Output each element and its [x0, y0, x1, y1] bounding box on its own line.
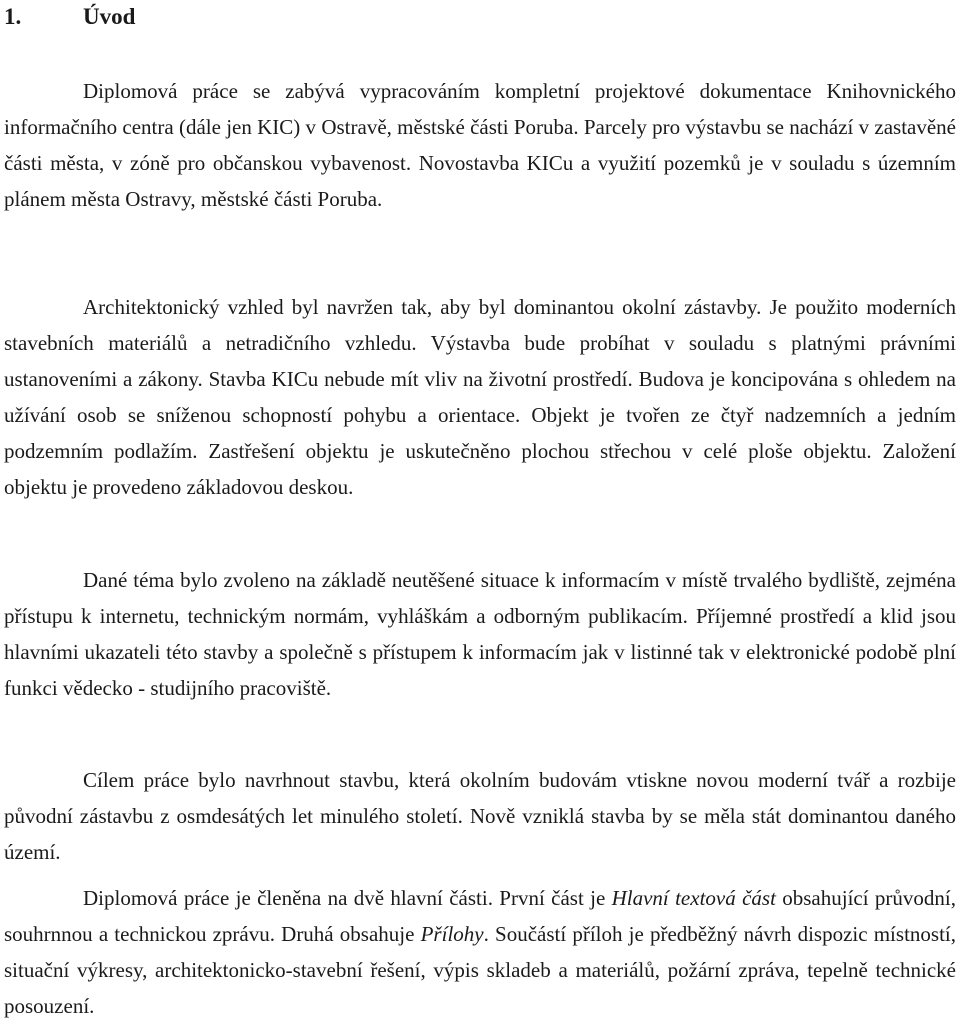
structure-italic-appendices: Přílohy	[420, 922, 484, 946]
structure-italic-main-part: Hlavní textová část	[611, 886, 776, 910]
paragraph-introduction: Diplomová práce se zabývá vypracováním kompletní projektové dokumentace Knihovnického informačního centra (dále jen KIC) v Ostravě, městské části Poruba. Parcely pro výstavbu se nachází v zastavěné části města, v zóně pro občanskou vybavenost. Novostavba KICu a využití pozemků je v souladu s územním plánem města Ostravy, městské části Poruba.	[4, 79, 956, 211]
paragraph-structure	[4, 880, 956, 1024]
paragraph-goal: Cílem práce bylo navrhnout stavbu, která okolním budovám vtiskne novou moderní tvář a rozbije původní zástavbu z osmdesátých let minulého století. Nově vzniklá stavba by se měla stát dominantou daného území.	[4, 768, 956, 864]
structure-text-2: obsahující průvodní, souhrnnou a technickou zprávu. Druhá obsahuje	[4, 886, 956, 946]
section-title: Úvod	[83, 4, 136, 29]
structure-text-1: Diplomová práce je členěna na dvě hlavní části. První část je	[83, 886, 612, 910]
document-page	[4, 0, 956, 1018]
paragraph-architecture: Architektonický vzhled byl navržen tak, aby byl dominantou okolní zástavby. Je použito moderních stavebních materiálů a netradičního vzhledu. Výstavba bude probíhat v souladu s platnými právními ustanoveními a zákony. Stavba KICu nebude mít vliv na životní prostředí. Budova je koncipována s ohledem na užívání osob se sníženou schopností pohybu a orientace. Objekt je tvořen ze čtyř nadzemních a jedním podzemním podlažím. Zastřešení objektu je uskutečněno plochou střechou v celé ploše objektu. Založení objektu je provedeno základovou deskou.	[4, 295, 956, 499]
section-heading	[4, 0, 956, 34]
structure-text-3: . Součástí příloh je předběžný návrh dispozic místností, situační výkresy, architektonicko-stavební řešení, výpis skladeb a materiálů, požární zpráva, tepelně technické posouzení.	[4, 922, 956, 1018]
section-number: 1.	[4, 4, 22, 29]
paragraph-topic-choice: Dané téma bylo zvoleno na základě neutěšené situace k informacím v místě trvalého bydliště, zejména přístupu k internetu, technickým normám, vyhláškám a odborným publikacím. Příjemné prostředí a klid jsou hlavními ukazateli této stavby a společně s přístupem k informacím jak v listinné tak v elektronické podobě plní funkci vědecko - studijního pracoviště.	[4, 568, 956, 700]
